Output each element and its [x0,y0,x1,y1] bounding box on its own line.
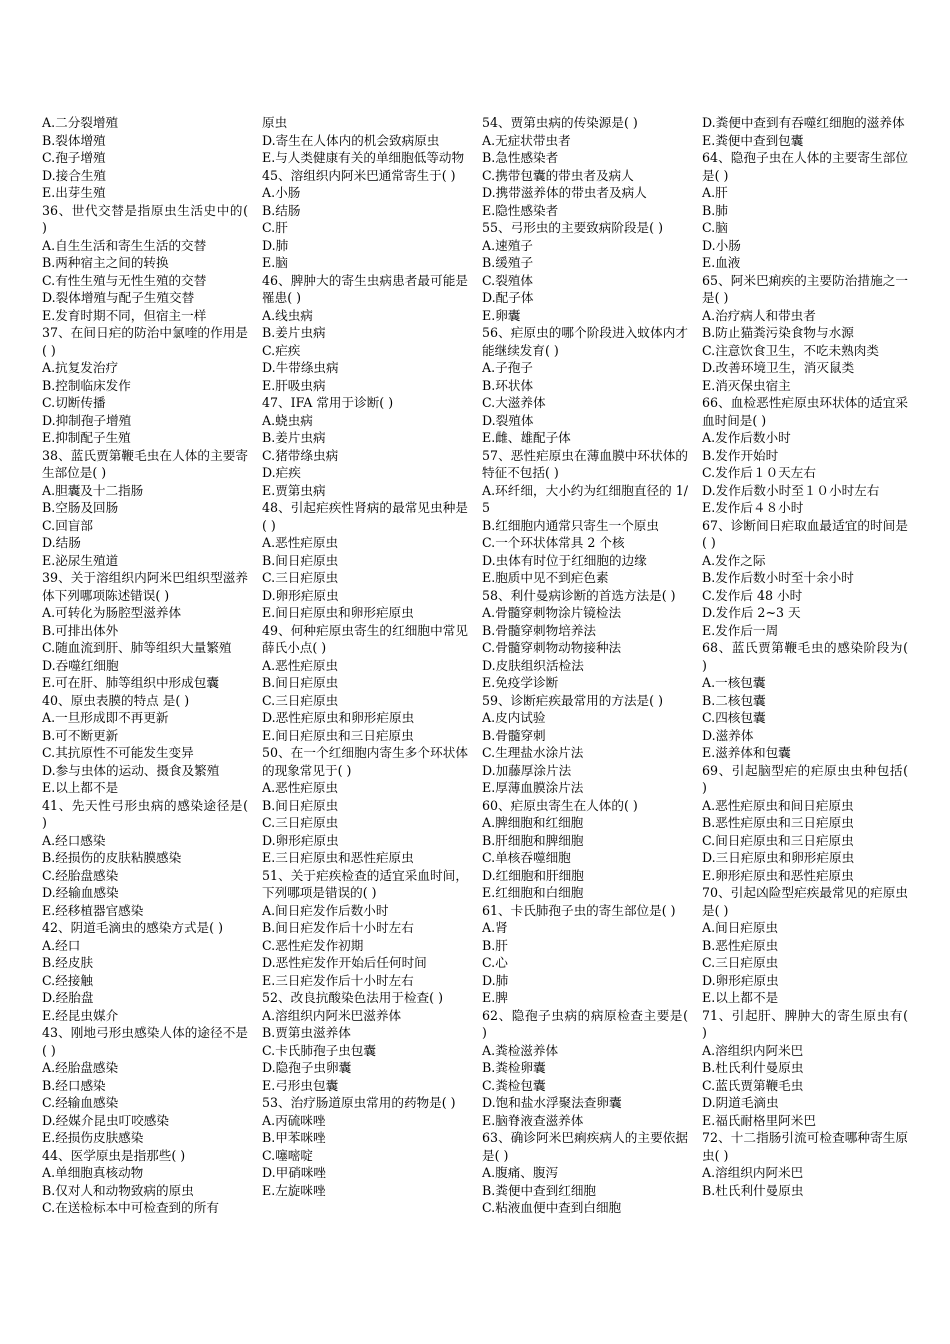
answer-option: E.间日疟原虫和卵形疟原虫 [262,605,414,620]
question-stem: 36、世代交替是指原虫生活史中的( ) [42,202,248,235]
answer-option: C.三日疟原虫 [262,570,339,585]
answer-option: A.经口感染 [42,832,106,848]
answer-option: E.经移植器官感染 [42,902,144,918]
question-stem: 68、蓝氏贾第鞭毛虫的感染阶段为( ) [702,640,908,673]
question-stem: 43、刚地弓形虫感染人体的途径不是( ) [42,1025,248,1058]
question-stem: 48、引起疟疾性肾病的最常见虫种是( ) [262,500,468,533]
question-stem: 58、利什曼病诊断的首选方法是( ) [482,587,676,603]
answer-option: C.发作后１０天左右 [702,465,816,480]
answer-option: A.抗复发治疗 [42,360,119,375]
answer-option: A.间日疟原虫 [702,920,779,935]
answer-option: E.厚薄血膜涂片法 [482,780,584,795]
answer-option: B.姜片虫病 [262,325,326,340]
question-stem: 40、原虫表膜的特点 是( ) [42,692,190,708]
answer-option: C.脑 [702,220,728,235]
answer-option: C.裂殖体 [482,272,533,288]
answer-option: E.发作后一周 [702,622,779,638]
answer-option: E.红细胞和白细胞 [482,885,584,900]
answer-option: B.杜氏利什曼原虫 [702,1182,804,1198]
answer-option: A.小肠 [262,185,301,200]
answer-option: A.间日疟发作后数小时 [262,902,389,918]
answer-option: B.经口感染 [42,1077,106,1093]
answer-option: B.经皮肤 [42,955,94,970]
answer-option: A.恶性疟原虫和间日疟原虫 [702,797,854,813]
answer-option: A.发作后数小时 [702,430,791,445]
answer-option: D.卵形疟原虫 [262,832,339,848]
answer-option: C.粪检包囊 [482,1077,546,1093]
answer-option: E.卵形疟原虫和恶性疟原虫 [702,867,854,883]
answer-option: B.仅对人和动物致病的原虫 [42,1182,194,1198]
answer-option: D.饱和盐水浮聚法查卵囊 [482,1095,622,1110]
answer-option: B.甲苯咪唑 [262,1130,326,1145]
answer-option: C.噻嘧啶 [262,1147,313,1163]
answer-option: A.腹痛、腹泻 [482,1165,559,1180]
question-stem: 67、诊断间日疟取血最适宜的时间是( ) [702,517,908,550]
answer-option: A.丙硫咪唑 [262,1112,326,1128]
answer-option: E.脾 [482,990,508,1005]
answer-option: B.发作后数小时至十余小时 [702,570,854,585]
question-stem: 57、恶性疟原虫在薄血膜中环状体的特征不包括( ) [482,447,688,480]
answer-option: A.肾 [482,920,508,935]
question-stem: 46、脾肿大的寄生虫病患者最可能是罹患( ) [262,272,468,305]
answer-option: B.可不断更新 [42,727,119,743]
answer-option: A.线虫病 [262,307,313,323]
answer-option: B.间日疟原虫 [262,797,339,813]
answer-option: C.一个环状体常具 2 个核 [482,535,625,550]
question-stem: 54、贾第虫病的传染源是( ) [482,115,638,130]
answer-option: C.其抗原性不可能发生变异 [42,745,194,760]
answer-option: C.三日疟原虫 [262,692,339,708]
answer-option: E.间日疟原虫和三日疟原虫 [262,727,414,743]
question-stem: 69、引起脑型疟的疟原虫虫种包括( ) [702,762,908,795]
answer-option: E.抑制配子生殖 [42,430,131,445]
answer-option: B.缓殖子 [482,255,534,270]
answer-option: A.骨髓穿刺物涂片镜检法 [482,605,622,620]
answer-option: C.回盲部 [42,517,93,533]
answer-option: B.红细胞内通常只寄生一个原虫 [482,517,659,533]
answer-option: E.泌尿生殖道 [42,552,119,568]
answer-option: A.恶性疟原虫 [262,535,339,550]
answer-option: E.三日疟发作后十小时左右 [262,972,414,988]
question-stem: 41、先天性弓形虫病的感染途径是( ) [42,797,248,830]
question-stem: 49、何种疟原虫寄生的红细胞中常见薛氏小点( ) [262,622,468,655]
question-sheet [42,114,908,1217]
answer-option: E.脑脊液查滋养体 [482,1112,584,1128]
answer-option: A.皮内试验 [482,710,546,725]
answer-option: A.胆囊及十二指肠 [42,482,144,498]
answer-option: B.间日疟原虫 [262,552,339,568]
answer-option: A.子孢子 [482,360,533,375]
answer-option: B.肝细胞和脾细胞 [482,832,584,848]
answer-option: E.卵囊 [482,307,521,323]
question-stem: 60、疟原虫寄生在人体的( ) [482,797,638,813]
answer-option: E.与人类健康有关的单细胞低等动物 [262,150,465,165]
text-column-3 [482,114,688,1217]
answer-option: B.间日疟原虫 [262,675,339,690]
answer-option: D.三日疟原虫和卵形疟原虫 [702,850,855,865]
answer-option: E.血液 [702,255,741,270]
answer-option: B.二核包囊 [702,692,766,708]
answer-option: C.单核吞噬细胞 [482,850,571,865]
answer-option: D.经输血感染 [42,885,119,900]
answer-option: C.随血流到肝、肺等组织大量繁殖 [42,640,232,655]
answer-option: B.经损伤的皮肤粘膜感染 [42,850,182,865]
question-stem: 56、疟原虫的哪个阶段进入蚊体内才能继续发育( ) [482,325,688,358]
question-stem: 42、阴道毛滴虫的感染方式是( ) [42,920,223,935]
answer-option: C.肝 [262,220,288,235]
answer-option: C.注意饮食卫生，不吃未熟肉类 [702,342,879,358]
answer-option: A.经口 [42,937,81,953]
answer-option: E.发育时期不同，但宿主一样 [42,307,207,323]
answer-option: D.小肠 [702,237,741,253]
answer-option: C.粘液血便中查到白细胞 [482,1200,622,1215]
answer-option: A.速殖子 [482,237,533,253]
answer-option: C.四核包囊 [702,710,766,725]
answer-option: 原虫 [262,115,288,130]
answer-option: D.结肠 [42,535,81,550]
answer-option: C.经输血感染 [42,1095,119,1110]
question-stem: 53、治疗肠道原虫常用的药物是( ) [262,1095,456,1110]
answer-option: D.阴道毛滴虫 [702,1095,779,1110]
answer-option: D.经胎盘 [42,990,94,1005]
answer-option: D.改善环境卫生，消灭鼠类 [702,360,855,375]
question-stem: 51、关于疟疾检查的适宜采血时间，下列哪项是错误的( ) [262,867,468,900]
answer-option: C.心 [482,955,508,970]
answer-option: D.吞噬红细胞 [42,657,119,673]
answer-option: B.间日疟发作后十小时左右 [262,920,414,935]
answer-option: D.粪便中查到有吞噬红细胞的滋养体 [702,115,905,130]
answer-option: B.发作开始时 [702,447,779,463]
answer-option: B.急性感染者 [482,150,559,165]
answer-option: A.恶性疟原虫 [262,657,339,673]
answer-option: A.脾细胞和红细胞 [482,815,584,830]
answer-option: A.肝 [702,185,728,200]
answer-option: A.治疗病人和带虫者 [702,307,816,323]
answer-option: B.粪便中查到红细胞 [482,1182,597,1198]
answer-option: B.肝 [482,937,508,953]
answer-option: D.肺 [482,972,509,988]
answer-option: E.发作后４８小时 [702,500,804,515]
answer-option: B.骨髓穿刺物培养法 [482,622,597,638]
answer-option: A.单细胞真核动物 [42,1165,144,1180]
text-column-4 [702,114,908,1217]
question-stem: 44、医学原虫是指那些( ) [42,1147,186,1163]
answer-option: A.溶组织内阿米巴 [702,1165,804,1180]
answer-option: E.福氏耐格里阿米巴 [702,1112,816,1128]
answer-option: D.卵形疟原虫 [702,972,779,988]
answer-option: C.卡氏肺孢子虫包囊 [262,1042,376,1058]
answer-option: D.发作后 2~3 天 [702,605,801,620]
answer-option: C.骨髓穿刺物动物接种法 [482,640,622,655]
question-stem: 72、十二指肠引流可检查哪种寄生原虫( ) [702,1130,908,1163]
answer-option: D.恶性疟原虫和卵形疟原虫 [262,710,415,725]
question-stem: 37、在间日疟的防治中氯喹的作用是( ) [42,325,248,358]
answer-option: A.溶组织内阿米巴滋养体 [262,1007,402,1023]
question-stem: 63、确诊阿米巴痢疾病人的主要依据是( ) [482,1130,688,1163]
answer-option: B.控制临床发作 [42,377,131,393]
answer-option: E.胞质中见不到疟色素 [482,570,609,585]
answer-option: B.结肠 [262,202,301,218]
answer-option: D.卵形疟原虫 [262,587,339,603]
answer-option: D.隐孢子虫卵囊 [262,1060,352,1075]
answer-option: C.三日疟原虫 [262,815,339,830]
question-stem: 65、阿米巴痢疾的主要防治措施之一是( ) [702,272,908,305]
answer-option: E.左旋咪唑 [262,1182,326,1198]
question-stem: 64、隐孢子虫在人体的主要寄生部位是( ) [702,150,908,183]
answer-option: C.有性生殖与无性生殖的交替 [42,272,207,288]
answer-option: A.溶组织内阿米巴 [702,1042,804,1058]
answer-option: D.皮肤组织活检法 [482,657,584,673]
answer-option: B.肺 [702,202,728,218]
question-stem: 61、卡氏肺孢子虫的寄生部位是( ) [482,902,676,918]
answer-option: D.经媒介昆虫叮咬感染 [42,1112,169,1128]
answer-option: C.经胎盘感染 [42,867,119,883]
answer-option: D.疟疾 [262,465,301,480]
answer-option: C.大滋养体 [482,395,546,410]
answer-option: E.消灭保虫宿主 [702,377,791,393]
answer-option: D.抑制孢子增殖 [42,412,132,428]
answer-option: E.以上都不是 [702,990,779,1005]
answer-option: D.配子体 [482,290,534,305]
answer-option: E.粪便中查到包囊 [702,132,804,148]
question-stem: 70、引起凶险型疟疾最常见的疟原虫是( ) [702,885,908,918]
answer-option: D.加藤厚涂片法 [482,762,572,778]
answer-option: E.经损伤皮肤感染 [42,1130,144,1145]
answer-option: B.可排出体外 [42,622,119,638]
answer-option: D.接合生殖 [42,167,107,183]
question-stem: 71、引起肝、脾肿大的寄生原虫有( ) [702,1007,908,1040]
answer-option: D.裂体增殖与配子生殖交替 [42,290,195,305]
answer-option: A.恶性疟原虫 [262,780,339,795]
answer-option: B.恶性疟原虫 [702,937,779,953]
answer-option: A.二分裂增殖 [42,115,119,130]
answer-option: E.雌、雄配子体 [482,430,571,445]
text-column-2 [262,114,468,1217]
answer-option: C.在送检标本中可检查到的所有 [42,1200,219,1215]
question-stem: 59、诊断疟疾最常用的方法是( ) [482,692,663,708]
answer-option: A.环纤细，大小约为红细胞直径的 1/5 [482,482,688,515]
question-stem: 52、改良抗酸染色法用于检查( ) [262,990,443,1005]
answer-option: D.牛带绦虫病 [262,360,339,375]
answer-option: E.出芽生殖 [42,185,106,200]
answer-option: D.携带滋养体的带虫者及病人 [482,185,647,200]
answer-option: C.生理盐水涂片法 [482,745,584,760]
question-stem: 39、关于溶组织内阿米巴组织型滋养体下列哪项陈述错误( ) [42,570,248,603]
answer-option: B.防止猫粪污染食物与水源 [702,325,854,340]
answer-option: D.发作后数小时至１０小时左右 [702,482,880,498]
answer-option: E.脑 [262,255,288,270]
question-stem: 55、弓形虫的主要致病阶段是( ) [482,220,663,235]
answer-option: C.恶性疟发作初期 [262,937,364,953]
answer-option: A.发作之际 [702,552,766,568]
answer-option: E.滋养体和包囊 [702,745,791,760]
answer-option: D.甲硝咪唑 [262,1165,327,1180]
answer-option: C.切断传播 [42,395,106,410]
answer-option: D.红细胞和肝细胞 [482,867,584,883]
answer-option: E.免疫学诊断 [482,675,559,690]
answer-option: E.以上都不是 [42,780,119,795]
answer-option: A.一核包囊 [702,675,766,690]
question-stem: 47、IFA 常用于诊断( ) [262,395,394,410]
answer-option: E.贾第虫病 [262,482,326,498]
answer-option: B.杜氏利什曼原虫 [702,1060,804,1075]
answer-option: C.猪带绦虫病 [262,447,339,463]
answer-option: B.空肠及回肠 [42,500,119,515]
answer-option: A.经胎盘感染 [42,1060,119,1075]
answer-option: E.隐性感染者 [482,202,559,218]
answer-option: C.发作后 48 小时 [702,587,803,603]
answer-option: A.一旦形成即不再更新 [42,710,169,725]
question-stem: 38、蓝氏贾第鞭毛虫在人体的主要寄生部位是( ) [42,447,248,480]
answer-option: A.可转化为肠腔型滋养体 [42,605,182,620]
answer-option: D.滋养体 [702,727,754,743]
answer-option: B.贾第虫滋养体 [262,1025,351,1040]
answer-option: B.裂体增殖 [42,132,106,148]
question-stem: 50、在一个红细胞内寄生多个环状体的现象常见于( ) [262,745,468,778]
answer-option: B.骨髓穿刺 [482,727,546,743]
answer-option: C.三日疟原虫 [702,955,779,970]
answer-option: A.自生生活和寄生生活的交替 [42,237,207,253]
answer-option: E.弓形虫包囊 [262,1077,339,1093]
answer-option: C.间日疟原虫和三日疟原虫 [702,832,854,848]
answer-option: B.两种宿主之间的转换 [42,255,169,270]
answer-option: D.寄生在人体内的机会致病原虫 [262,132,440,148]
answer-option: B.姜片虫病 [262,430,326,445]
answer-option: D.裂殖体 [482,412,534,428]
answer-option: E.经昆虫媒介 [42,1007,119,1023]
text-column-1 [42,114,248,1217]
answer-option: D.恶性疟发作开始后任何时间 [262,955,427,970]
answer-option: C.蓝氏贾第鞭毛虫 [702,1077,804,1093]
answer-option: B.粪检卵囊 [482,1060,546,1075]
answer-option: B.恶性疟原虫和三日疟原虫 [702,815,854,830]
question-stem: 62、隐孢子虫病的病原检查主要是( ) [482,1007,688,1040]
question-stem: 45、溶组织内阿米巴通常寄生于( ) [262,167,456,183]
answer-option: B.环状体 [482,377,534,393]
answer-option: A.蛲虫病 [262,412,313,428]
question-stem: 66、血检恶性疟原虫环状体的适宜采血时间是( ) [702,395,908,428]
answer-option: A.无症状带虫者 [482,132,571,148]
answer-option: E.肝吸虫病 [262,377,326,393]
answer-option: C.疟疾 [262,342,301,358]
answer-option: D.肺 [262,237,289,253]
answer-option: D.参与虫体的运动、摄食及繁殖 [42,762,220,778]
answer-option: A.粪检滋养体 [482,1042,559,1058]
answer-option: D.虫体有时位于红细胞的边缘 [482,552,647,568]
answer-option: C.孢子增殖 [42,150,106,165]
answer-option: C.经接触 [42,972,93,988]
answer-option: E.可在肝、肺等组织中形成包囊 [42,675,219,690]
answer-option: C.携带包囊的带虫者及病人 [482,167,634,183]
answer-option: E.三日疟原虫和恶性疟原虫 [262,850,414,865]
